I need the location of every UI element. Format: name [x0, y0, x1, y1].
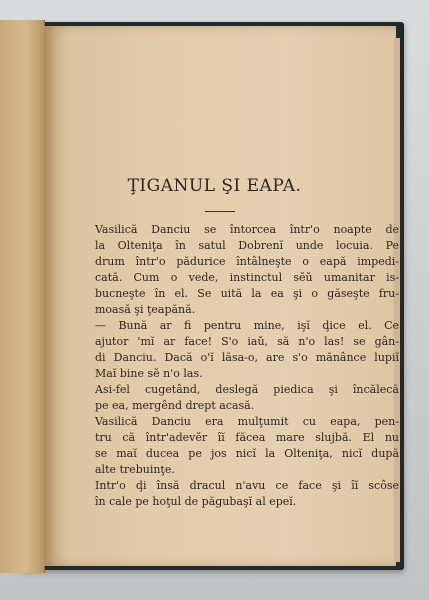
text-line: la Olteniţa în satul Dobrenĭ unde locuia. Pe	[95, 239, 399, 252]
text-line: — Bună ar fi pentru mine, işĭ ḑice el. Ce	[95, 319, 399, 332]
text-line: cată. Cum o vede, instinctul sĕŭ umanitar is-	[95, 271, 399, 284]
text-line: drum într'o pădurice întâlneşte o eapă impedi-	[95, 255, 399, 268]
text-line: Intr'o ḑi însă dracul n'avu ce face şi îĭ scôse	[95, 479, 399, 492]
text-line: Maĭ bine sĕ n'o las.	[95, 367, 203, 380]
chapter-body	[95, 222, 399, 510]
title-rule	[205, 211, 235, 212]
chapter-title: ŢIGANUL ŞI EAPA.	[127, 176, 302, 196]
text-line: di Danciu. Dacă o'ĭ lăsa-o, are s'o mănânce lupiĭ	[95, 351, 399, 364]
text-line: Asi-fel cugetând, deslegă piedica şi încălecă	[95, 383, 399, 396]
text-line: se maĭ ducea pe jos nicĭ la Olteniţa, nicĭ după	[95, 447, 399, 460]
text-line: moasă şi ţeapănă.	[95, 303, 196, 316]
text-line: tru că într'adevĕr îĭ făcea mare slujbă. El nu	[95, 431, 399, 444]
text-line: Vasilică Danciu era mulţumit cu eapa, pen-	[95, 415, 399, 428]
text-line: Vasilică Danciu se întorcea într'o noapte de	[95, 223, 399, 236]
text-line: ajutor 'mĭ ar face! S'o iaŭ, să n'o las! se gân-	[95, 335, 399, 348]
text-line: în cale pe hoţul de păgubaşĭ al epeĭ.	[95, 495, 297, 508]
text-line: bucneşte în el. Se uită la ea şi o găseşte fru-	[95, 287, 399, 300]
left-facing-page	[0, 20, 45, 573]
text-line: alte trebuinţe.	[95, 463, 175, 476]
text-line: pe ea, mergênd drept acasă.	[95, 399, 255, 412]
